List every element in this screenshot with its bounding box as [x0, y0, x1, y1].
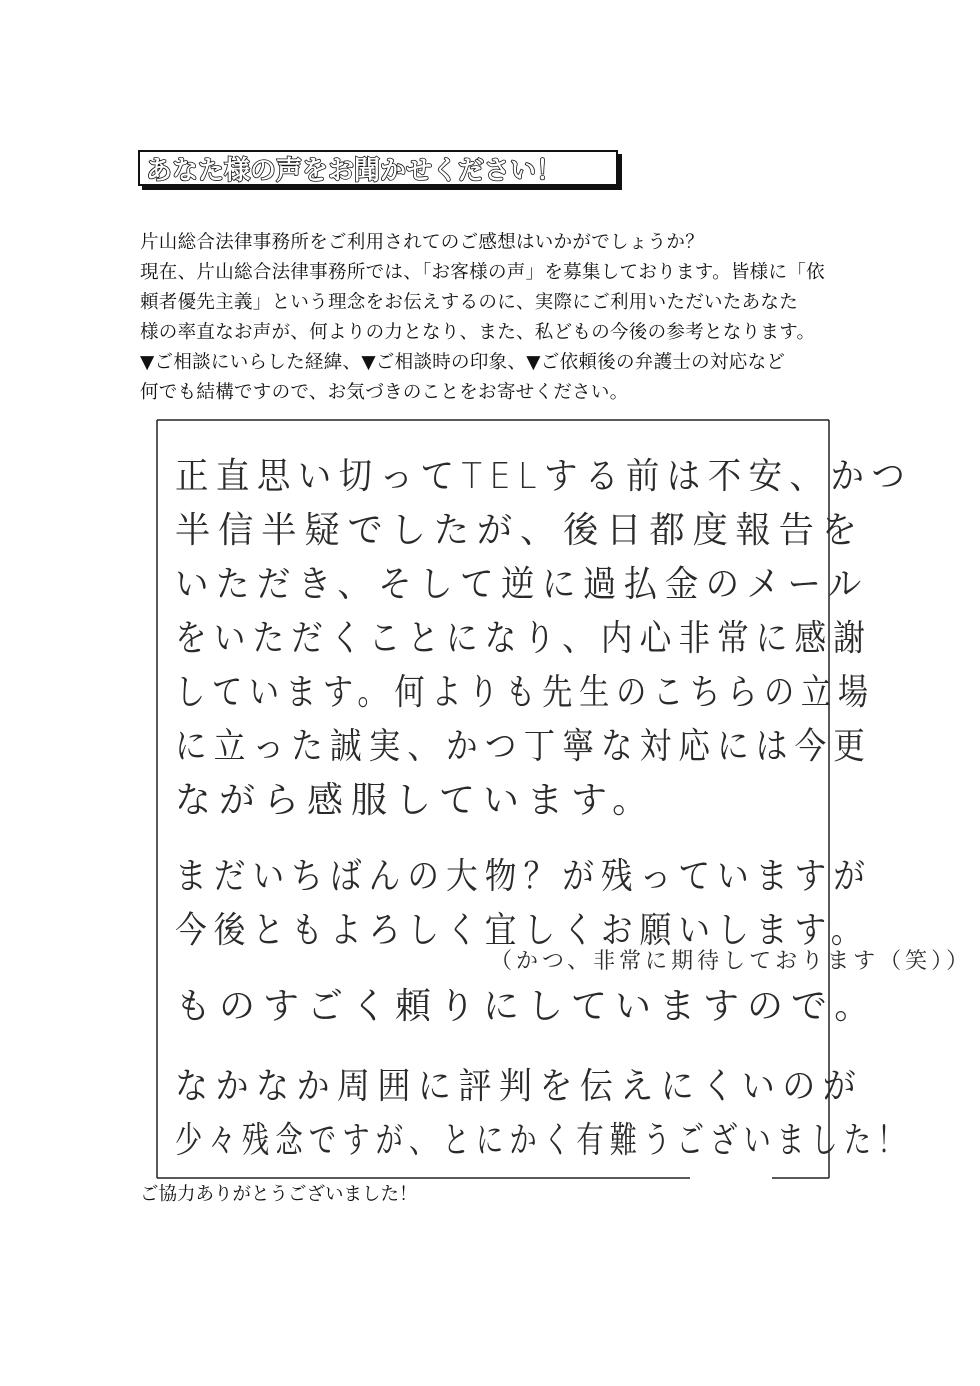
intro-line: 様の率直なお声が、何よりの力となり、また、私どもの今後の参考となります。: [140, 322, 816, 343]
handwritten-insert-note: （かつ、非常に期待しております（笑））: [490, 949, 973, 974]
handwritten-line: ものすごく頼りにしていますので。: [175, 986, 879, 1027]
handwritten-line: 正直思い切ってTELする前は不安、かつ: [175, 456, 913, 497]
handwritten-line: 少々残念ですが、とにかく有難うございました！: [175, 1120, 911, 1161]
handwritten-line: に立った誠実、かつ丁寧な対応には今更: [175, 726, 872, 767]
handwritten-line: なかなか周囲に評判を伝えにくいのが: [175, 1066, 864, 1107]
handwritten-line: 半信半疑でしたが、後日都度報告を: [175, 510, 865, 551]
closing-thanks: ご協力ありがとうございました！: [140, 1184, 418, 1205]
handwritten-line: まだいちばんの大物？が残っていますが: [175, 856, 872, 897]
handwritten-line: をいただくことになり、内心非常に感謝: [175, 618, 872, 659]
handwritten-line: ながら感服しています。: [175, 780, 657, 821]
handwritten-line: いただき、そして逆に過払金のメール: [175, 564, 869, 605]
intro-line: 頼者優先主義」という理念をお伝えするのに、実際にご利用いただいたあなた: [140, 292, 799, 313]
intro-line: 片山総合法律事務所をご利用されてのご感想はいかがでしょうか？: [140, 232, 705, 253]
intro-line: 現在、片山総合法律事務所では、「お客様の声」を募集しております。皆様に「依: [140, 262, 825, 283]
handwritten-line: しています。何よりも先生のこちらの立場: [175, 672, 875, 713]
handwritten-line: 今後ともよろしく宜しくお願いします。: [175, 910, 870, 951]
intro-line: 何でも結構ですので、お気づきのことをお寄せください。: [140, 382, 629, 403]
page-title: あなた様の声をお聞かせください！: [146, 155, 563, 186]
intro-line: ▼ご相談にいらした経緯、▼ご相談時の印象、▼ご依頼後の弁護士の対応など: [140, 352, 786, 373]
